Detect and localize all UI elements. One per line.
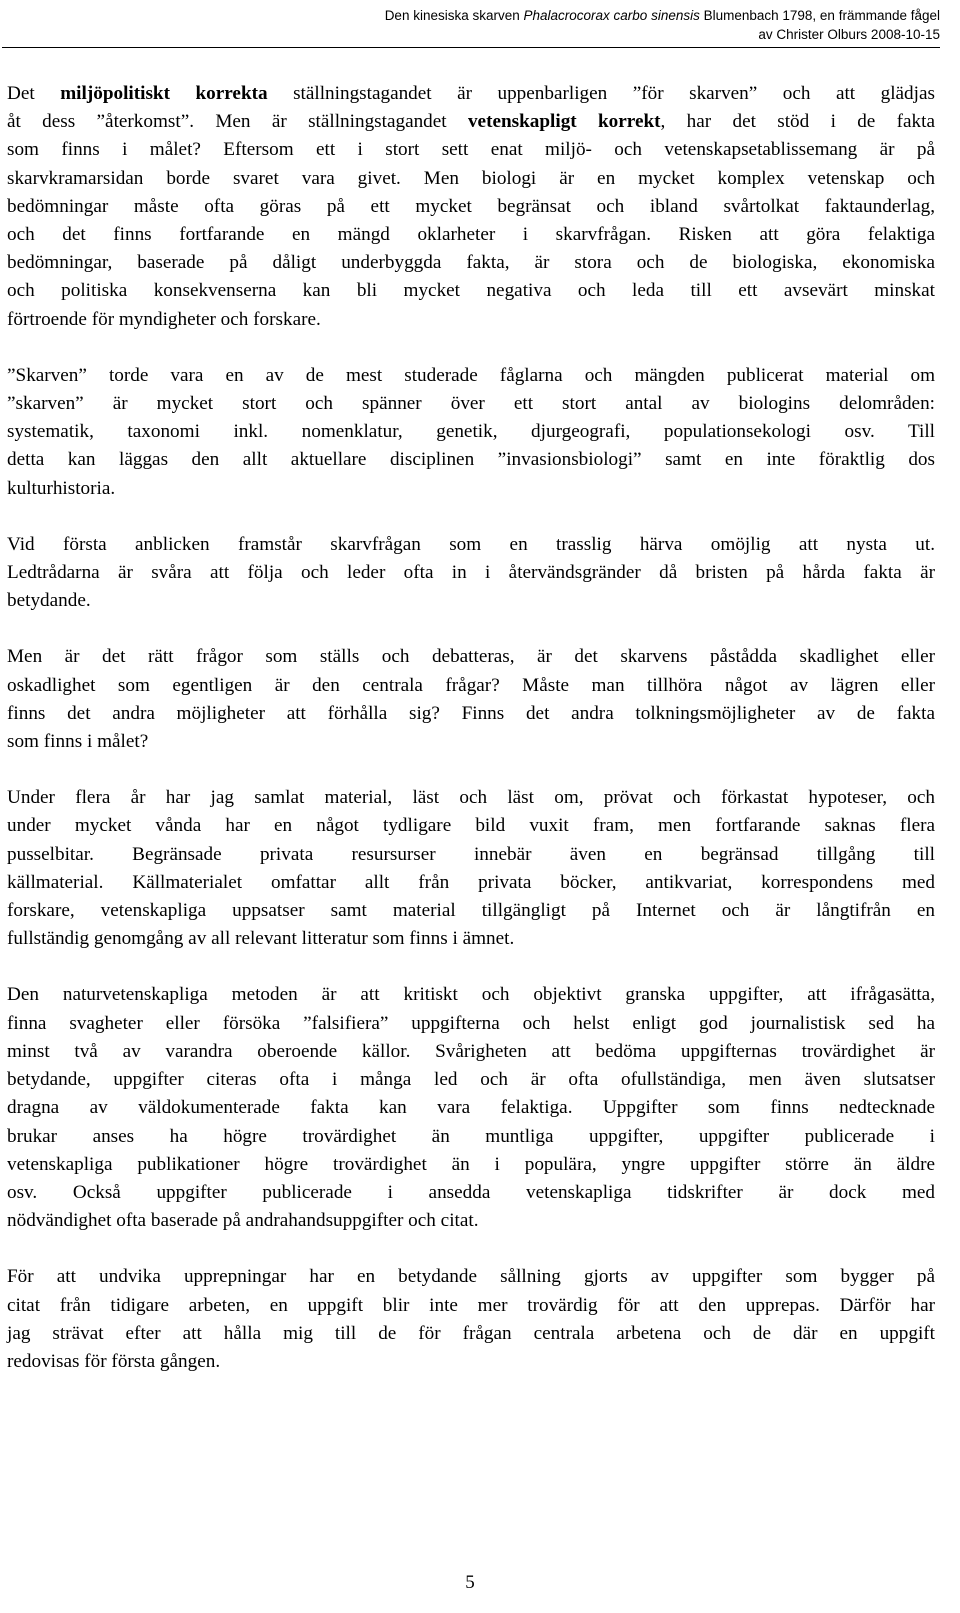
- paragraph: [7, 643, 935, 756]
- text-segment: minst två av varandra oberoende källor. Svårigheten att bedöma uppgifternas trovärdighet är: [7, 1040, 935, 1062]
- text-line: [7, 1179, 935, 1207]
- text-line: [7, 1094, 935, 1122]
- document-body: [7, 80, 935, 1404]
- header-title-suffix: Blumenbach 1798, en främmande fågel: [699, 8, 940, 23]
- text-line: [7, 1292, 935, 1320]
- header-title-prefix: Den kinesiska skarven: [384, 8, 524, 23]
- text-line: [7, 1320, 935, 1348]
- text-segment: som finns i målet?: [7, 731, 149, 753]
- text-segment: och politiska konsekvenserna kan bli mycket negativa och leda till ett avsevärt minskat: [7, 280, 935, 302]
- text-line: [7, 1348, 935, 1376]
- text-segment: betydande, uppgifter citeras ofta i många led och är ofta ofullständiga, men även slutsatser: [7, 1069, 935, 1091]
- text-segment: bedömningar måste ofta göras på ett mycket begränsat och ibland svårtolkat faktaunderlag,: [7, 195, 935, 217]
- text-segment: ”skarven” är mycket stort och spänner över ett stort antal av biologins delområden:: [7, 393, 935, 415]
- header-title: [385, 6, 940, 25]
- text-line: [7, 643, 935, 671]
- text-line: [7, 700, 935, 728]
- text-segment: Det: [7, 83, 61, 104]
- text-line: [7, 80, 935, 108]
- text-segment: skarvkramarsidan borde svaret vara givet. Men biologi är en mycket komplex vetenskap och: [7, 167, 935, 189]
- text-segment: citat från tidigare arbeten, en uppgift blir inte mer trovärdig för att den upprepas. Därför har: [7, 1294, 935, 1316]
- text-segment: finns det andra möjligheter att förhålla sig? Finns det andra tolkningsmöjligheter av de fakta: [7, 702, 935, 724]
- text-segment: redovisas för första gången.: [7, 1350, 221, 1372]
- header-rule: [2, 47, 940, 48]
- text-segment: förtroende för myndigheter och forskare.: [7, 308, 321, 330]
- paragraph: [7, 362, 935, 503]
- text-line: [7, 531, 935, 559]
- text-line: [7, 728, 935, 756]
- text-line: [7, 1066, 935, 1094]
- text-segment: pusselbitar. Begränsade privata resursurser innebär även en begränsad tillgång till: [7, 843, 935, 865]
- text-segment: brukar anses ha högre trovärdighet än muntliga uppgifter, uppgifter publicerade i: [7, 1125, 935, 1147]
- text-line: [7, 1123, 935, 1151]
- text-segment: jag strävat efter att hålla mig till de för frågan centrala arbetena och de där en uppgift: [7, 1322, 935, 1344]
- text-segment: ”Skarven” torde vara en av de mest studerade fåglarna och mängden publicerat material om: [7, 364, 935, 386]
- text-segment: källmaterial. Källmaterialet omfattar allt från privata böcker, antikvariat, korrespondens med: [7, 871, 935, 893]
- text-segment: under mycket vånda har en något tydligare bild vuxit fram, men fortfarande saknas flera: [7, 815, 935, 837]
- text-line: [7, 277, 935, 305]
- text-line: [7, 108, 935, 136]
- text-segment: systematik, taxonomi inkl. nomenklatur, genetik, djurgeografi, populationsekologi osv. Till: [7, 421, 935, 443]
- text-line: [7, 897, 935, 925]
- text-line: [7, 925, 935, 953]
- text-line: [7, 446, 935, 474]
- bold-emphasis: miljöpolitiskt korrekta: [60, 83, 268, 104]
- text-segment: , har det stöd i de fakta: [660, 111, 935, 133]
- text-line: [7, 1038, 935, 1066]
- text-segment: vetenskapliga publikationer högre trovärdighet än i populära, yngre uppgifter större än äldre: [7, 1153, 935, 1175]
- text-segment: dragna av väldokumenterade fakta kan vara felaktiga. Uppgifter som finns nedtecknade: [7, 1097, 935, 1119]
- text-line: [7, 390, 935, 418]
- text-segment: Den naturvetenskapliga metoden är att kritiskt och objektivt granska uppgifter, att ifrågasätta,: [7, 984, 935, 1006]
- text-line: [7, 1207, 935, 1235]
- text-segment: För att undvika upprepningar har en betydande sållning gjorts av uppgifter som bygger på: [7, 1266, 935, 1288]
- text-line: [7, 981, 935, 1009]
- text-segment: Men är det rätt frågor som ställs och debatteras, är det skarvens påstådda skadlighet eller: [7, 646, 935, 668]
- text-segment: oskadlighet som egentligen är den centrala frågar? Måste man tillhöra något av lägren eller: [7, 674, 935, 696]
- text-line: [7, 1151, 935, 1179]
- text-line: [7, 587, 935, 615]
- text-segment: Ledtrådarna är svåra att följa och leder ofta in i återvändsgränder då bristen på hårda fakta är: [7, 562, 935, 584]
- text-line: [7, 475, 935, 503]
- text-line: [7, 193, 935, 221]
- text-segment: som finns i målet? Eftersom ett i stort sett enat miljö- och vetenskapsetablissemang är på: [7, 139, 935, 161]
- page-number: 5: [465, 1572, 475, 1593]
- text-segment: åt dess ”återkomst”. Men är ställningstagandet: [7, 111, 468, 133]
- paragraph: [7, 981, 935, 1235]
- text-line: [7, 221, 935, 249]
- text-line: [7, 559, 935, 587]
- text-segment: fullständig genomgång av all relevant litteratur som finns i ämnet.: [7, 928, 515, 950]
- text-line: [7, 1010, 935, 1038]
- page-header: [385, 6, 940, 44]
- text-line: [7, 1263, 935, 1291]
- text-line: [7, 812, 935, 840]
- text-line: [7, 249, 935, 277]
- text-segment: Under flera år har jag samlat material, läst och läst om, prövat och förkastat hypoteser, och: [7, 787, 935, 809]
- text-segment: nödvändighet ofta baserade på andrahandsuppgifter och citat.: [7, 1210, 479, 1232]
- text-segment: Vid första anblicken framstår skarvfrågan som en trasslig härva omöjlig att nysta ut.: [7, 533, 935, 555]
- text-segment: ställningstagandet är uppenbarligen ”för skarven” och att glädjas: [267, 83, 935, 104]
- text-line: [7, 672, 935, 700]
- text-segment: och det finns fortfarande en mängd oklarheter i skarvfrågan. Risken att göra felaktiga: [7, 224, 935, 246]
- bold-emphasis: vetenskapligt korrekt: [467, 111, 661, 133]
- header-author-date: av Christer Olburs 2008-10-15: [758, 27, 940, 42]
- paragraph: [7, 80, 935, 334]
- text-segment: bedömningar, baserade på dåligt underbyggda fakta, är stora och de biologiska, ekonomiska: [7, 252, 935, 274]
- header-scientific-name: Phalacrocorax carbo sinensis: [523, 8, 700, 23]
- text-line: [7, 136, 935, 164]
- text-line: [7, 841, 935, 869]
- text-line: [7, 165, 935, 193]
- text-line: [7, 362, 935, 390]
- text-segment: detta kan läggas den allt aktuellare disciplinen ”invasionsbiologi” samt en inte föraktlig dos: [7, 449, 935, 471]
- text-line: [7, 784, 935, 812]
- text-line: [7, 869, 935, 897]
- paragraph: [7, 784, 935, 953]
- paragraph: [7, 531, 935, 616]
- text-segment: finna svagheter eller försöka ”falsifiera” uppgifterna och helst enligt god journalistisk sed ha: [7, 1012, 935, 1034]
- text-segment: betydande.: [7, 590, 91, 612]
- text-line: [7, 306, 935, 334]
- text-line: [7, 418, 935, 446]
- text-segment: forskare, vetenskapliga uppsatser samt material tillgängligt på Internet och är långtifrån en: [7, 900, 935, 922]
- paragraph: [7, 1263, 935, 1376]
- text-segment: osv. Också uppgifter publicerade i ansedda vetenskapliga tidskrifter är dock med: [7, 1181, 935, 1203]
- text-segment: kulturhistoria.: [7, 477, 116, 499]
